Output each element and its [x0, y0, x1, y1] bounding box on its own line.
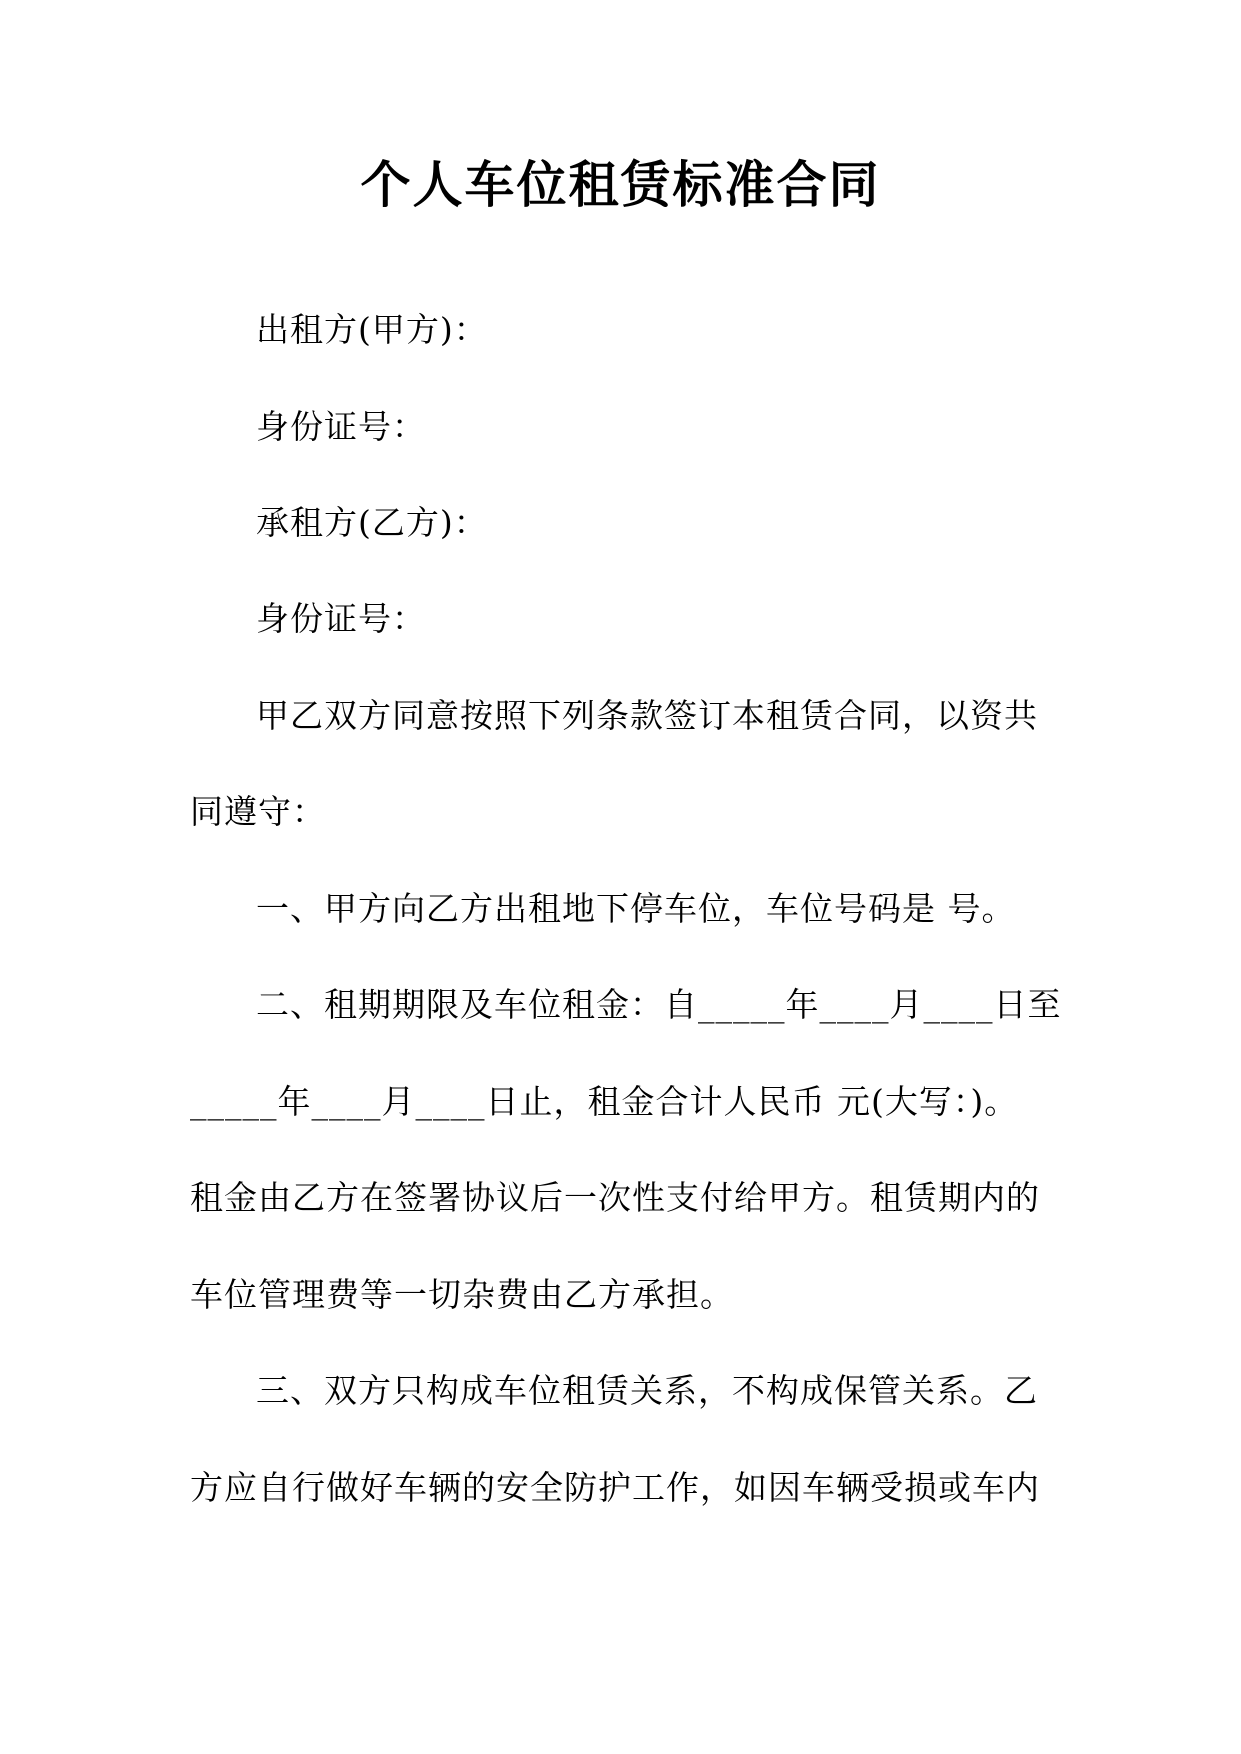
lessor-line: 出租方(甲方)：: [256, 310, 488, 349]
document-title: 个人车位租赁标准合同: [360, 155, 881, 214]
agreement-paragraph-line-1: 甲乙双方同意按照下列条款签订本租赁合同，以资共: [256, 696, 1038, 735]
clause-2-line-1: 二、租期期限及车位租金：自_____年____月____日至: [256, 985, 1062, 1024]
clause-2-line-2: _____年____月____日止，租金合计人民币 元(大写：)。: [190, 1082, 1019, 1121]
lessor-id-line: 身份证号：: [256, 407, 426, 446]
lessee-line: 承租方(乙方)：: [256, 503, 488, 542]
clause-3-line-1: 三、双方只构成车位租赁关系，不构成保管关系。乙: [256, 1371, 1038, 1410]
clause-1-line-1: 一、甲方向乙方出租地下停车位，车位号码是 号。: [256, 889, 1016, 928]
lessee-id-line: 身份证号：: [256, 599, 426, 638]
clause-2-line-3: 租金由乙方在签署协议后一次性支付给甲方。租赁期内的: [190, 1178, 1040, 1217]
clause-2-line-4: 车位管理费等一切杂费由乙方承担。: [190, 1275, 734, 1314]
clause-3-line-2: 方应自行做好车辆的安全防护工作，如因车辆受损或车内: [190, 1468, 1040, 1507]
agreement-paragraph-line-2: 同遵守：: [190, 792, 326, 831]
